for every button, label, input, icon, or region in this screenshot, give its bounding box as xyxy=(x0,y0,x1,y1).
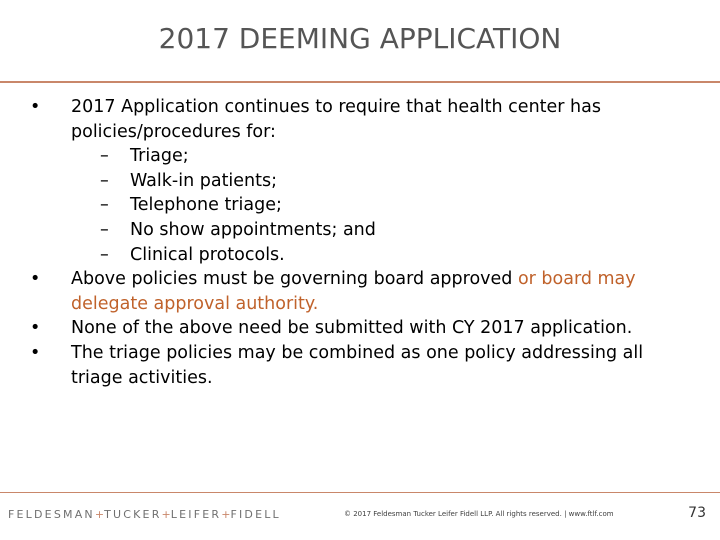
page-number: 73 xyxy=(688,505,706,521)
bullet-marker: • xyxy=(30,97,41,117)
bullet-text: None of the above need be submitted with CY 2017 application. xyxy=(71,318,633,339)
logo-word: FIDELL xyxy=(230,508,281,521)
firm-logo xyxy=(8,508,281,521)
sub-bullet-text: Clinical protocols. xyxy=(130,244,285,265)
bullet-item xyxy=(30,341,680,390)
sub-bullet-marker: – xyxy=(100,170,109,191)
slide-body xyxy=(30,95,680,390)
bullet-item xyxy=(30,267,680,316)
sub-bullet-marker: – xyxy=(100,195,109,216)
logo-word: FELDESMAN xyxy=(8,508,95,521)
sub-bullet-text: Telephone triage; xyxy=(130,195,282,216)
bullet-text: Above policies must be governing board approved xyxy=(71,269,518,290)
logo-plus: + xyxy=(161,508,171,521)
logo-word: TUCKER xyxy=(104,508,162,521)
logo-plus: + xyxy=(94,508,105,521)
footer-divider xyxy=(0,492,720,493)
sub-bullet-text: Walk-in patients; xyxy=(130,170,278,191)
sub-bullet-item xyxy=(30,144,680,169)
sub-bullet-text: Triage; xyxy=(130,146,189,167)
bullet-item xyxy=(30,316,680,341)
logo-word: LEIFER xyxy=(170,508,222,521)
sub-bullet-item xyxy=(30,193,680,218)
title-divider xyxy=(0,81,720,83)
bullet-text: The triage policies may be combined as one policy addressing all triage activities. xyxy=(71,342,644,388)
sub-bullet-marker: – xyxy=(100,146,109,167)
slide-title: 2017 DEEMING APPLICATION xyxy=(158,22,562,55)
logo-plus: + xyxy=(221,508,231,521)
sub-bullet-item xyxy=(30,218,680,243)
bullet-marker: • xyxy=(30,342,41,363)
sub-bullet-text: No show appointments; and xyxy=(130,219,376,240)
bullet-marker: • xyxy=(30,269,41,290)
bullet-text: 2017 Application continues to require that health center has policies/procedures for: xyxy=(71,97,601,142)
sub-bullet-marker: – xyxy=(100,219,109,240)
bullet-marker: • xyxy=(30,318,41,339)
sub-bullet-marker: – xyxy=(100,244,109,265)
copyright-notice: © 2017 Feldesman Tucker Leifer Fidell LLP. All rights reserved. | www.ftlf.com xyxy=(344,510,614,518)
bullet-item xyxy=(30,95,680,144)
sub-bullet-item xyxy=(30,243,680,268)
bullet-accent-text: or board may delegate approval authority. xyxy=(71,269,636,314)
sub-bullet-item xyxy=(30,169,680,194)
